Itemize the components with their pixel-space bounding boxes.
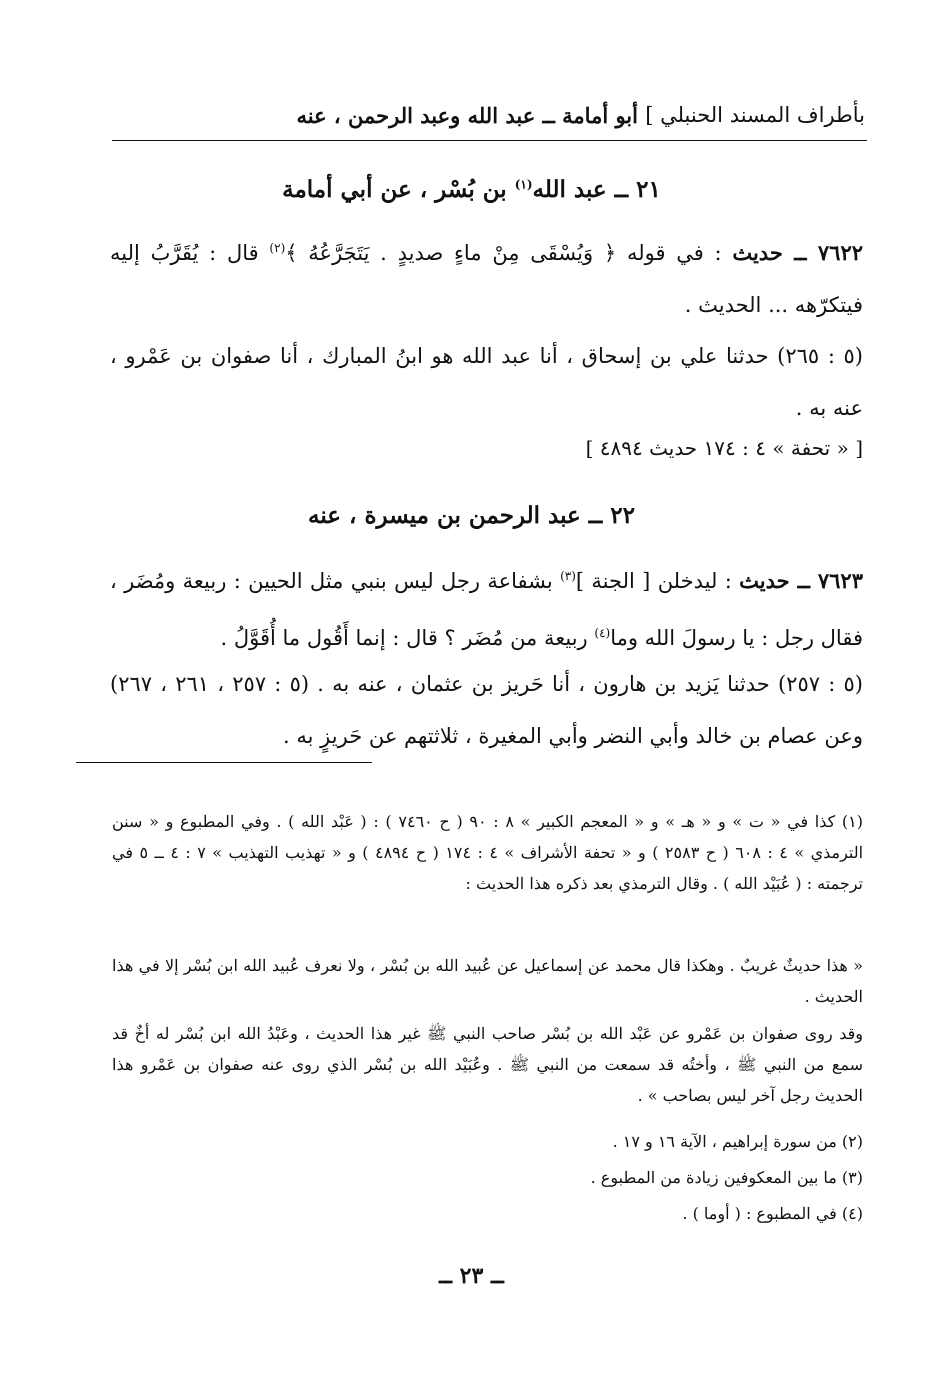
- hadith-7623-number: ٧٦٢٣ ــ حديث: [739, 568, 863, 593]
- hadith-7622-number: ٧٦٢٢ ــ حديث: [732, 240, 864, 265]
- footnote-1-quote-cont: وقد روى صفوان بن عَمْرو عن عَبْد الله بن بُسْر صاحب النبي ﷺ غير هذا الحديث ، وعَبْدُ الله ابن بُسْر له أخٌ قد سمع من النبي ﷺ ، وأختُه قد سمعت من النبي ﷺ . وعُبَيْد الله بن بُسْر الذي روى عنه صفوان بن عَمْرو هذا الحديث رجل آخر ليس بصاحب » .: [112, 1024, 864, 1105]
- hadith-7622-text: [110, 222, 863, 331]
- hadith-7622-tuhfa: [ « تحفة » ٤ : ١٧٤ حديث ٤٨٩٤ ]: [585, 436, 863, 460]
- footnote-rule: [76, 762, 372, 763]
- footnote-ref-4: (٤): [594, 626, 611, 640]
- footnote-ref-2: (٢): [269, 241, 286, 255]
- hadith-7622-text-b: قال : يُقَرَّبُ إليه فيتكرّهه ... الحديث .: [110, 241, 863, 317]
- footnote-ref-1: (١): [514, 177, 533, 192]
- running-header-book: بأطراف المسند الحنبلي ]: [645, 103, 865, 127]
- footnote-4: (٤) في المطبوع : ( أوما ) .: [682, 1204, 863, 1223]
- hadith-7622-isnad: (٥ : ٢٦٥) حدثنا علي بن إسحاق ، أنا عبد الله هو ابنُ المبارك ، أنا صفوان بن عَمْرو ، عنه به .: [110, 344, 863, 420]
- section-21-title-a: ٢١ ــ عبد الله: [532, 176, 661, 203]
- page-number: ــ ٢٣ ــ: [439, 1263, 504, 1289]
- footnote-1: (١) كذا في « ت » و « هـ » و « المعجم الكبير » ٨ : ٩٠ ( ح ٧٤٦٠ ) : ( عَبْد الله ) . وفي المطبوع و « سنن الترمذي » ٤ : ٦٠٨ ( ح ٢٥٨٣ ) و « تحفة الأشراف » ٤ : ١٧٤ ( ح ٤٨٩٤ ) و « تهذيب التهذيب » ٧ : ٤ ــ ٥ في ترجمته : ( عُبَيْد الله ) . وقال الترمذي بعد ذكره هذا الحديث :: [112, 812, 864, 893]
- hadith-7623-text-b: بشفاعة رجل ليس بنبي مثل الحيين : ربيعة ومُضَر ، فقال رجل : يا رسولَ الله وما: [110, 569, 863, 650]
- hadith-7623-text-c: ربيعة من مُضَر ؟ قال : إنما أَقُول ما أُقَوَّلُ .: [220, 626, 595, 650]
- hadith-7623-isnad: (٥ : ٢٥٧) حدثنا يَزيد بن هارون ، أنا حَريز بن عثمان ، عنه به . (٥ : ٢٥٧ ، ٢٦١ ، ٢٦٧) وعن عصام بن خالد وأبي النضر وأبي المغيرة ، ثلاثتهم عن حَريزٍ به .: [110, 672, 863, 748]
- footnote-ref-3: (٣): [560, 569, 576, 583]
- section-21-title-b: بن بُسْر ، عن أبي أمامة: [282, 176, 515, 203]
- hadith-7623-text: [110, 550, 863, 664]
- footnote-2: (٢) من سورة إبراهيم ، الآية ١٦ و ١٧ .: [612, 1132, 863, 1151]
- footnote-3: (٣) ما بين المعكوفين زيادة من المطبوع .: [590, 1168, 863, 1187]
- running-header-section: أبو أمامة ــ عبد الله وعبد الرحمن ، عنه: [296, 103, 638, 128]
- section-22-title: ٢٢ ــ عبد الرحمن بن ميسرة ، عنه: [308, 502, 635, 529]
- header-rule: [112, 140, 867, 141]
- hadith-7623-text-a: : ليدخلن [ الجنة ]: [575, 569, 740, 593]
- footnote-1-quote: « هذا حديثٌ غريبٌ . وهكذا قال محمد عن إسماعيل عن عُبيد الله بن بُسْر ، ولا نعرف عُبيد الله ابن بُسْر إلا في هذا الحديث .: [112, 956, 863, 1006]
- hadith-7622-text-a: : في قوله ﴿ وَيُسْقَى مِنْ ماءٍ صديدٍ . يَتَجَرَّعُهُ ﴾: [285, 241, 733, 265]
- section-21-title: [80, 176, 863, 203]
